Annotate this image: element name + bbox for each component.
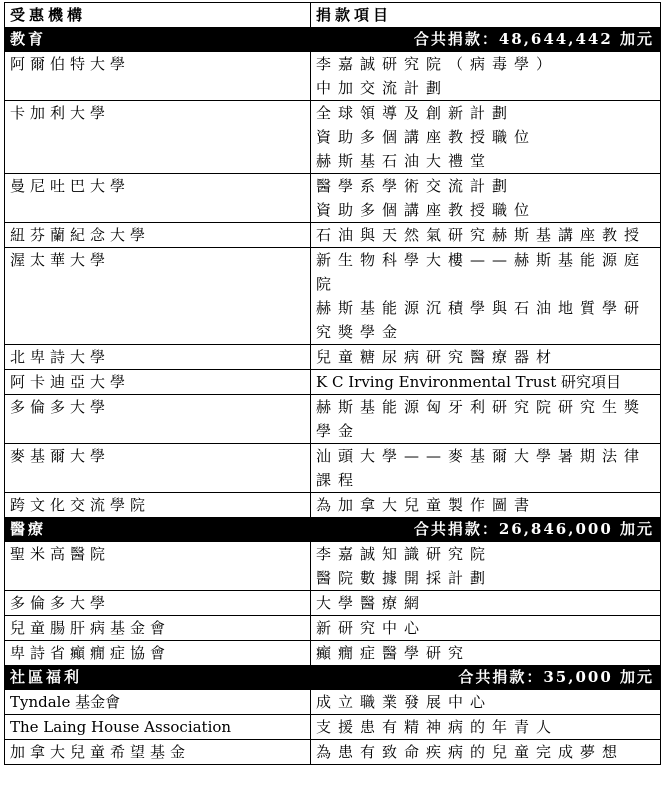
section-header-row xyxy=(5,518,661,542)
table-row xyxy=(5,52,661,101)
project-item: 赫斯基能源匈牙利研究院研究生獎學金 xyxy=(316,398,647,440)
project-item: 為加拿大兒童製作圖書 xyxy=(316,496,537,514)
recipient-organization: 阿卡迪亞大學 xyxy=(5,370,311,395)
recipient-organization: The Laing House Association xyxy=(5,715,311,740)
donation-projects xyxy=(311,493,661,518)
table-row xyxy=(5,345,661,370)
donation-projects xyxy=(311,641,661,666)
donation-projects xyxy=(311,52,661,101)
project-item: 赫斯基能源沉積學與石油地質學研究獎學金 xyxy=(316,299,647,341)
table-row xyxy=(5,690,661,715)
project-item: 汕頭大學——麥基爾大學暑期法律課程 xyxy=(316,447,647,489)
recipient-organization: 卑詩省癲癇症協會 xyxy=(5,641,311,666)
donation-projects xyxy=(311,395,661,444)
section-total: 合共捐款：48,644,442 加元 xyxy=(311,28,661,52)
project-item: 資助多個講座教授職位 xyxy=(316,128,537,146)
donation-projects xyxy=(311,345,661,370)
section-total: 合共捐款：35,000 加元 xyxy=(311,666,661,690)
recipient-organization: 加拿大兒童希望基金 xyxy=(5,740,311,765)
project-item: 支援患有精神病的年青人 xyxy=(316,718,559,736)
project-item: 新研究中心 xyxy=(316,619,427,637)
project-item: 大學醫療網 xyxy=(316,594,427,612)
donation-projects xyxy=(311,591,661,616)
recipient-organization: 北卑詩大學 xyxy=(5,345,311,370)
project-item: 癲癇症醫學研究 xyxy=(316,644,471,662)
table-row xyxy=(5,444,661,493)
table-row xyxy=(5,616,661,641)
table-row xyxy=(5,223,661,248)
donation-projects xyxy=(311,248,661,345)
project-item: 石油與天然氣研究赫斯基講座教授 xyxy=(316,226,647,244)
donation-projects xyxy=(311,616,661,641)
table-row xyxy=(5,641,661,666)
donation-projects xyxy=(311,174,661,223)
org-column-header: 受惠機構 xyxy=(5,3,311,28)
section-header-row xyxy=(5,666,661,690)
project-item: 為患有致命疾病的兒童完成夢想 xyxy=(316,743,625,761)
donations-table xyxy=(4,2,661,765)
section-header-row xyxy=(5,28,661,52)
project-item: 成立職業發展中心 xyxy=(316,693,493,711)
project-item: K C Irving Environmental Trust 研究項目 xyxy=(316,373,621,391)
section-total: 合共捐款：26,846,000 加元 xyxy=(311,518,661,542)
table-row xyxy=(5,101,661,174)
project-item: 全球領導及創新計劃 xyxy=(316,104,515,122)
project-item: 李嘉誠知識研究院 xyxy=(316,545,493,563)
project-item: 資助多個講座教授職位 xyxy=(316,201,537,219)
header-row xyxy=(5,3,661,28)
table-row xyxy=(5,395,661,444)
donation-projects xyxy=(311,444,661,493)
table-row xyxy=(5,591,661,616)
project-item: 新生物科學大樓——赫斯基能源庭院 xyxy=(316,251,647,293)
recipient-organization: 多倫多大學 xyxy=(5,591,311,616)
donation-projects xyxy=(311,715,661,740)
project-item: 李嘉誠研究院（病毒學） xyxy=(316,55,559,73)
recipient-organization: 跨文化交流學院 xyxy=(5,493,311,518)
table-row xyxy=(5,370,661,395)
recipient-organization: 麥基爾大學 xyxy=(5,444,311,493)
section-name: 教育 xyxy=(5,28,311,52)
project-item: 中加交流計劃 xyxy=(316,79,449,97)
table-body xyxy=(5,28,661,765)
project-item: 醫院數據開採計劃 xyxy=(316,569,493,587)
donation-projects xyxy=(311,740,661,765)
donation-projects xyxy=(311,542,661,591)
project-item: 赫斯基石油大禮堂 xyxy=(316,152,493,170)
table-row xyxy=(5,740,661,765)
table-row xyxy=(5,174,661,223)
recipient-organization: 兒童腸肝病基金會 xyxy=(5,616,311,641)
recipient-organization: Tyndale 基金會 xyxy=(5,690,311,715)
table-row xyxy=(5,493,661,518)
recipient-organization: 多倫多大學 xyxy=(5,395,311,444)
recipient-organization: 曼尼吐巴大學 xyxy=(5,174,311,223)
recipient-organization: 渥太華大學 xyxy=(5,248,311,345)
recipient-organization: 聖米高醫院 xyxy=(5,542,311,591)
recipient-organization: 阿爾伯特大學 xyxy=(5,52,311,101)
project-item: 兒童糖尿病研究醫療器材 xyxy=(316,348,559,366)
project-column-header: 捐款項目 xyxy=(311,3,661,28)
table-row xyxy=(5,248,661,345)
recipient-organization: 紐芬蘭紀念大學 xyxy=(5,223,311,248)
section-name: 社區福利 xyxy=(5,666,311,690)
project-item: 醫學系學術交流計劃 xyxy=(316,177,515,195)
donation-projects xyxy=(311,690,661,715)
recipient-organization: 卡加利大學 xyxy=(5,101,311,174)
donation-projects xyxy=(311,223,661,248)
donation-projects xyxy=(311,101,661,174)
table-row xyxy=(5,715,661,740)
table-row xyxy=(5,542,661,591)
donation-projects xyxy=(311,370,661,395)
section-name: 醫療 xyxy=(5,518,311,542)
